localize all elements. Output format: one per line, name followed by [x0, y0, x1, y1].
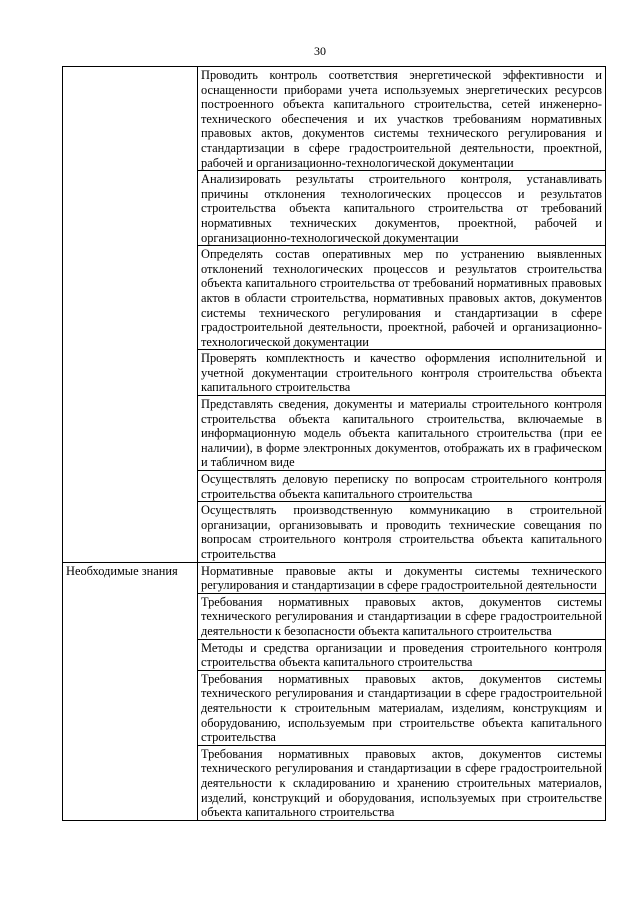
page-number: 30 [314, 44, 326, 58]
content-cell: Требования нормативных правовых актов, документов системы технического регулирования и стандартизации в сфере градостроительной деятельности к складированию и хранению строительных материалов, изделий, конструкций и оборудования, используемых при строительстве объекта капитального строительства [198, 745, 606, 820]
content-cell: Осуществлять деловую переписку по вопросам строительного контроля строительства объекта капитального строительства [198, 471, 606, 502]
content-cell: Представлять сведения, документы и материалы строительного контроля строительства объекта капитального строительства, включаемые в информационную модель объекта капитального строительства (при ее наличии), в форме электронных документов, отображать их в графическом и табличном виде [198, 396, 606, 471]
content-cell: Требования нормативных правовых актов, документов системы технического регулирования и стандартизации в сфере градостроительной деятельности к строительным материалам, изделиям, конструкциям и оборудованию, используемым при строительстве объекта капитального строительства [198, 670, 606, 745]
requirements-table [62, 66, 606, 821]
content-cell: Проводить контроль соответствия энергетической эффективности и оснащенности приборами учета используемых энергетических ресурсов построенного объекта капитального строительства, сетей инженерно-технического обеспечения и их участков требованиям нормативных правовых актов, документов системы технического регулирования и стандартизации в сфере градостроительной деятельности, проектной, рабочей и организационно-технологической документации [198, 67, 606, 171]
table-row [63, 562, 606, 593]
content-cell: Нормативные правовые акты и документы системы технического регулирования и стандартизации в сфере градостроительной деятельности [198, 562, 606, 593]
label-cell [63, 67, 198, 563]
knowledge-label-cell: Необходимые знания [63, 562, 198, 820]
content-cell: Методы и средства организации и проведения строительного контроля строительства объекта капитального строительства [198, 639, 606, 670]
content-cell: Определять состав оперативных мер по устранению выявленных отклонений технологических процессов и результатов строительства объекта капитального строительства от требований нормативных правовых актов в области строительства, нормативных правовых актов, документов системы технического регулирования и стандартизации в сфере градостроительной деятельности, проектной, рабочей и организационно-технологической документации [198, 246, 606, 350]
content-cell: Проверять комплектность и качество оформления исполнительной и учетной документации строительного контроля строительства объекта капитального строительства [198, 350, 606, 396]
content-cell: Требования нормативных правовых актов, документов системы технического регулирования и стандартизации в сфере градостроительной деятельности к безопасности объекта капитального строительства [198, 593, 606, 639]
table-row [63, 67, 606, 171]
content-cell: Осуществлять производственную коммуникацию в строительной организации, организовывать и проводить технические совещания по вопросам строительного контроля строительства объекта капитального строительства [198, 502, 606, 562]
content-cell: Анализировать результаты строительного контроля, устанавливать причины отклонения технологических процессов и результатов строительства объекта капитального строительства от требований нормативных технических документов, проектной, рабочей и организационно-технологической документации [198, 171, 606, 246]
